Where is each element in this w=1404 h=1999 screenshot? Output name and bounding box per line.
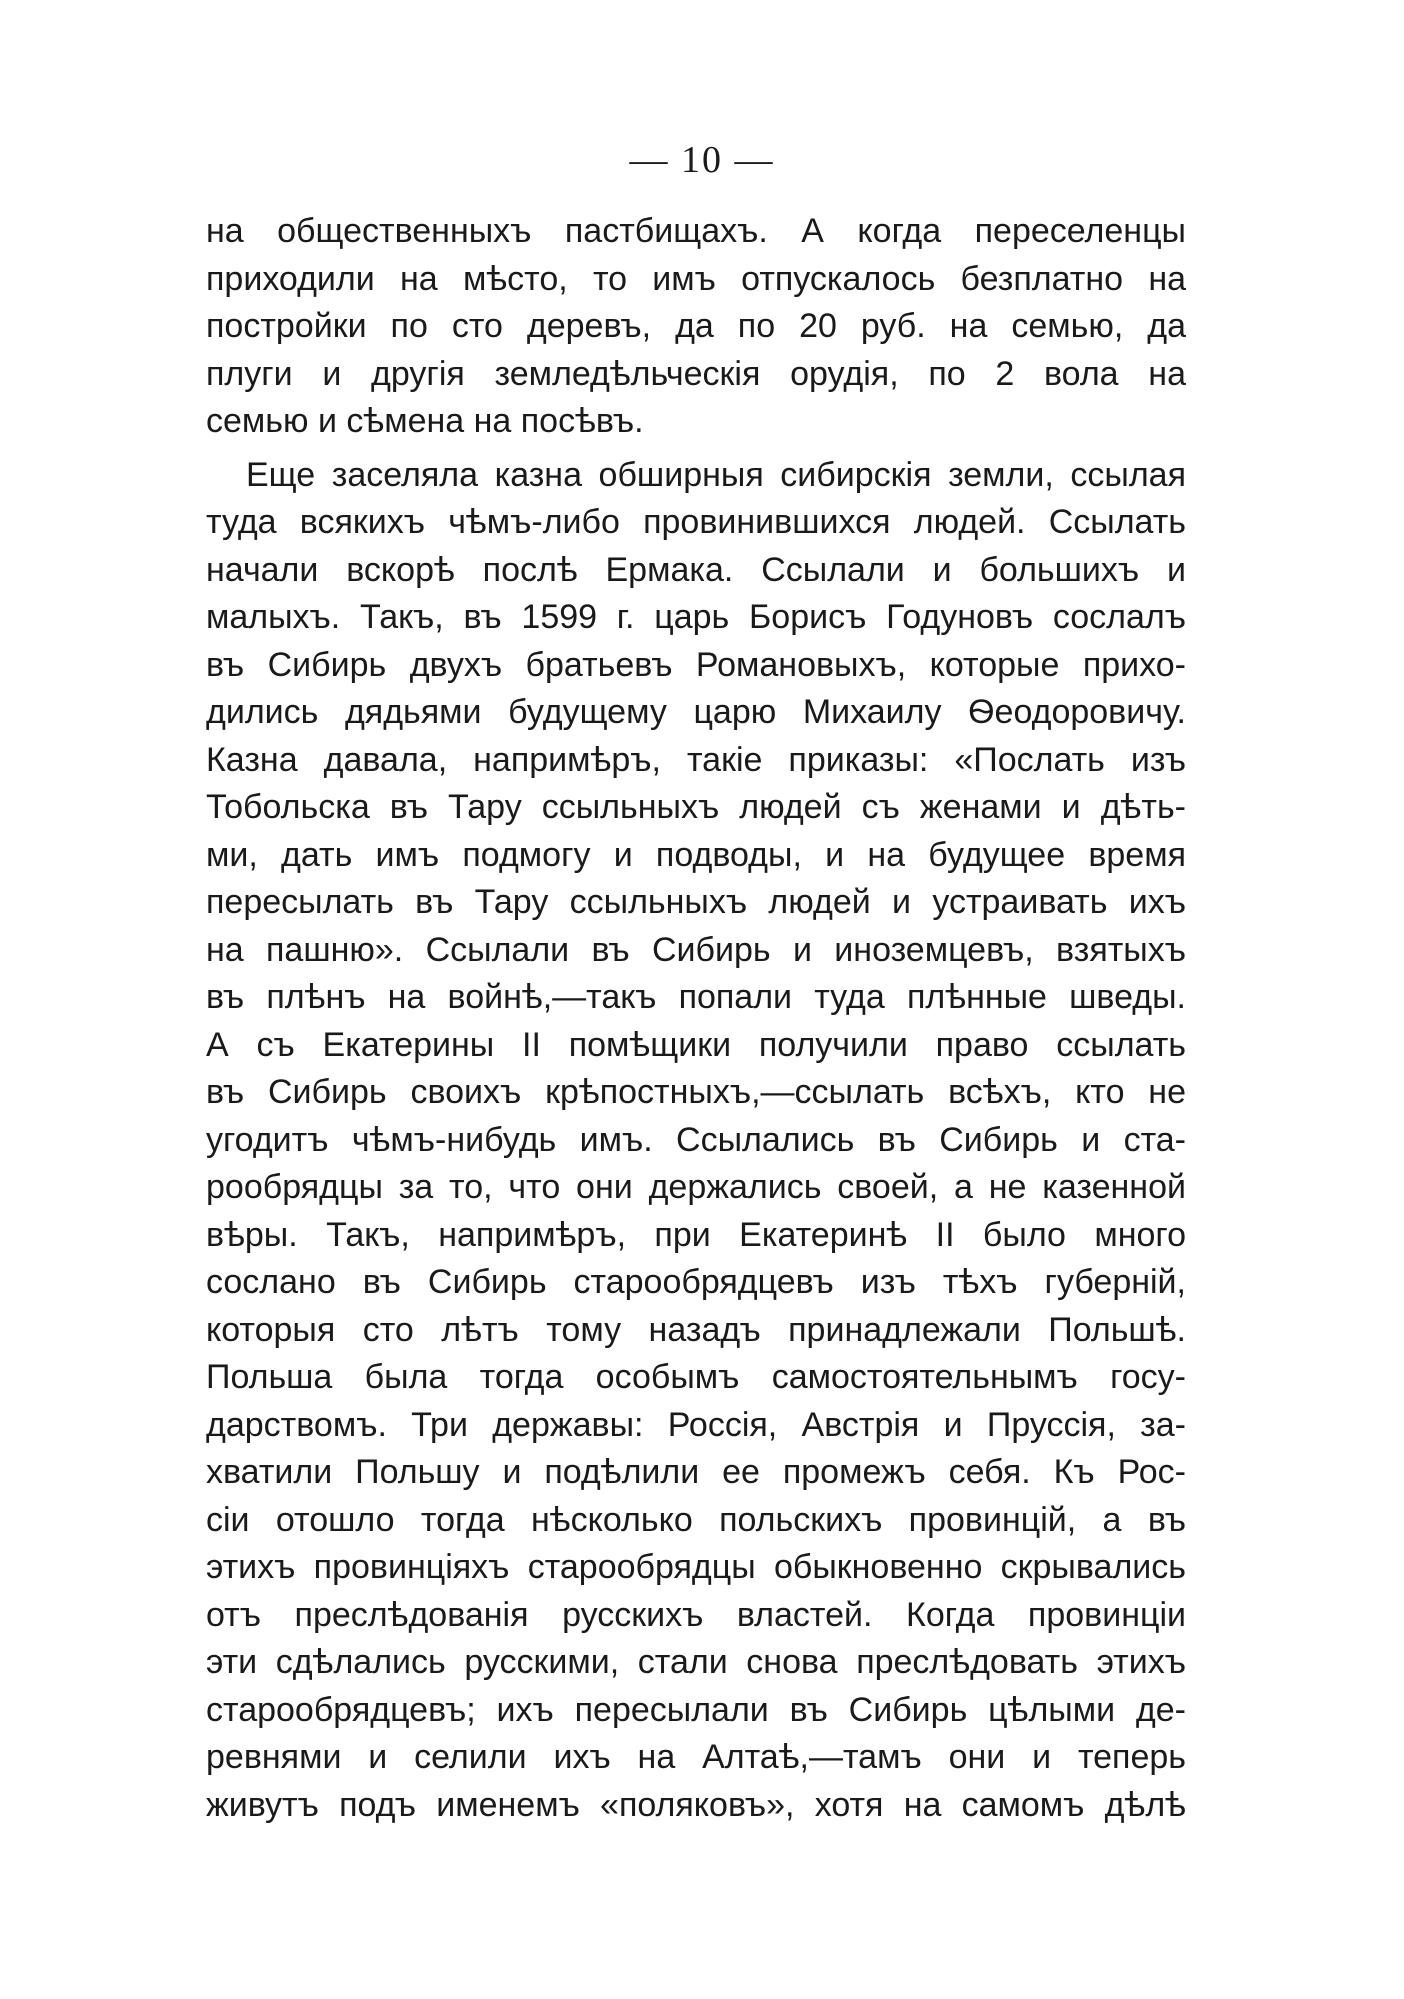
text-line: А съ Екатерины II помѣщики получили право ссылать xyxy=(206,1025,1186,1064)
paragraph-2 xyxy=(206,452,1186,1830)
text-line: эти сдѣлались русскими, стали снова преслѣдовать этихъ xyxy=(206,1643,1186,1681)
text-line: въ плѣнъ на войнѣ,—такъ попали туда плѣнные шведы. xyxy=(206,978,1186,1016)
text-line: сіи отошло тогда нѣсколько польскихъ провинцій, а въ xyxy=(206,1500,1186,1539)
text-line: рообрядцы за то, что они держались своей, а не казенной xyxy=(206,1168,1186,1206)
page-number: — 10 — xyxy=(629,139,775,181)
text-line: которыя сто лѣтъ тому назадъ принадлежали Польшѣ. xyxy=(206,1310,1186,1349)
text-line: ревнями и селили ихъ на Алтаѣ,—тамъ они и теперь xyxy=(206,1738,1186,1776)
text-line: дились дядьями будущему царю Михаилу Ѳеодоровичу. xyxy=(206,693,1186,731)
body-text xyxy=(206,208,1186,1829)
text-line: Казна давала, напримѣръ, такіе приказы: «Послать изъ xyxy=(206,740,1186,779)
text-line: дарствомъ. Три державы: Россія, Австрія и Пруссія, за- xyxy=(206,1405,1186,1444)
text-line: вѣры. Такъ, напримѣръ, при Екатеринѣ II было много xyxy=(206,1215,1186,1254)
text-line: приходили на мѣсто, то имъ отпускалось безплатно на xyxy=(206,259,1186,298)
text-line: ми, дать имъ подмогу и подводы, и на будущее время xyxy=(206,835,1186,874)
text-line: на общественныхъ пастбищахъ. А когда переселенцы xyxy=(206,212,1186,250)
text-line: въ Сибирь своихъ крѣпостныхъ,—ссылать всѣхъ, кто не xyxy=(206,1073,1186,1111)
text-line: начали вскорѣ послѣ Ермака. Ссылали и большихъ и xyxy=(206,550,1186,589)
text-line: Польша была тогда особымъ самостоятельнымъ госу- xyxy=(206,1358,1186,1396)
text-line: хватили Польшу и подѣлили ее промежъ себя. Къ Рос- xyxy=(206,1453,1186,1491)
text-line: сослано въ Сибирь старообрядцевъ изъ тѣхъ губерній, xyxy=(206,1263,1186,1301)
text-line: семью и сѣмена на посѣвъ. xyxy=(206,402,644,440)
text-line: живутъ подъ именемъ «поляковъ», хотя на самомъ дѣлѣ xyxy=(206,1785,1186,1824)
text-line: постройки по сто деревъ, да по 20 руб. на семью, да xyxy=(206,307,1186,345)
text-line: туда всякихъ чѣмъ-либо провинившихся людей. Ссылать xyxy=(206,503,1186,541)
text-line: этихъ провинціяхъ старообрядцы обыкновенно скрывались xyxy=(206,1548,1186,1586)
text-line: Еще заселяла казна обширныя сибирскія земли, ссылая xyxy=(246,455,1186,494)
text-line: пересылать въ Тару ссыльныхъ людей и устраивать ихъ xyxy=(206,883,1186,921)
text-line: угодитъ чѣмъ-нибудь имъ. Ссылались въ Сибирь и ста- xyxy=(206,1120,1186,1159)
text-line: малыхъ. Такъ, въ 1599 г. царь Борисъ Годуновъ сослалъ xyxy=(206,598,1186,636)
text-line: старообрядцевъ; ихъ пересылали въ Сибирь цѣлыми де- xyxy=(206,1690,1186,1729)
text-line: отъ преслѣдованія русскихъ властей. Когда провинціи xyxy=(206,1595,1186,1634)
paragraph-1 xyxy=(206,208,1186,446)
text-line: въ Сибирь двухъ братьевъ Романовыхъ, которые прихо- xyxy=(206,645,1186,684)
text-line: на пашню». Ссылали въ Сибирь и иноземцевъ, взятыхъ xyxy=(206,930,1186,969)
text-line: Тобольска въ Тару ссыльныхъ людей съ женами и дѣть- xyxy=(206,788,1186,826)
text-line: плуги и другія земледѣльческія орудія, по 2 вола на xyxy=(206,354,1186,393)
